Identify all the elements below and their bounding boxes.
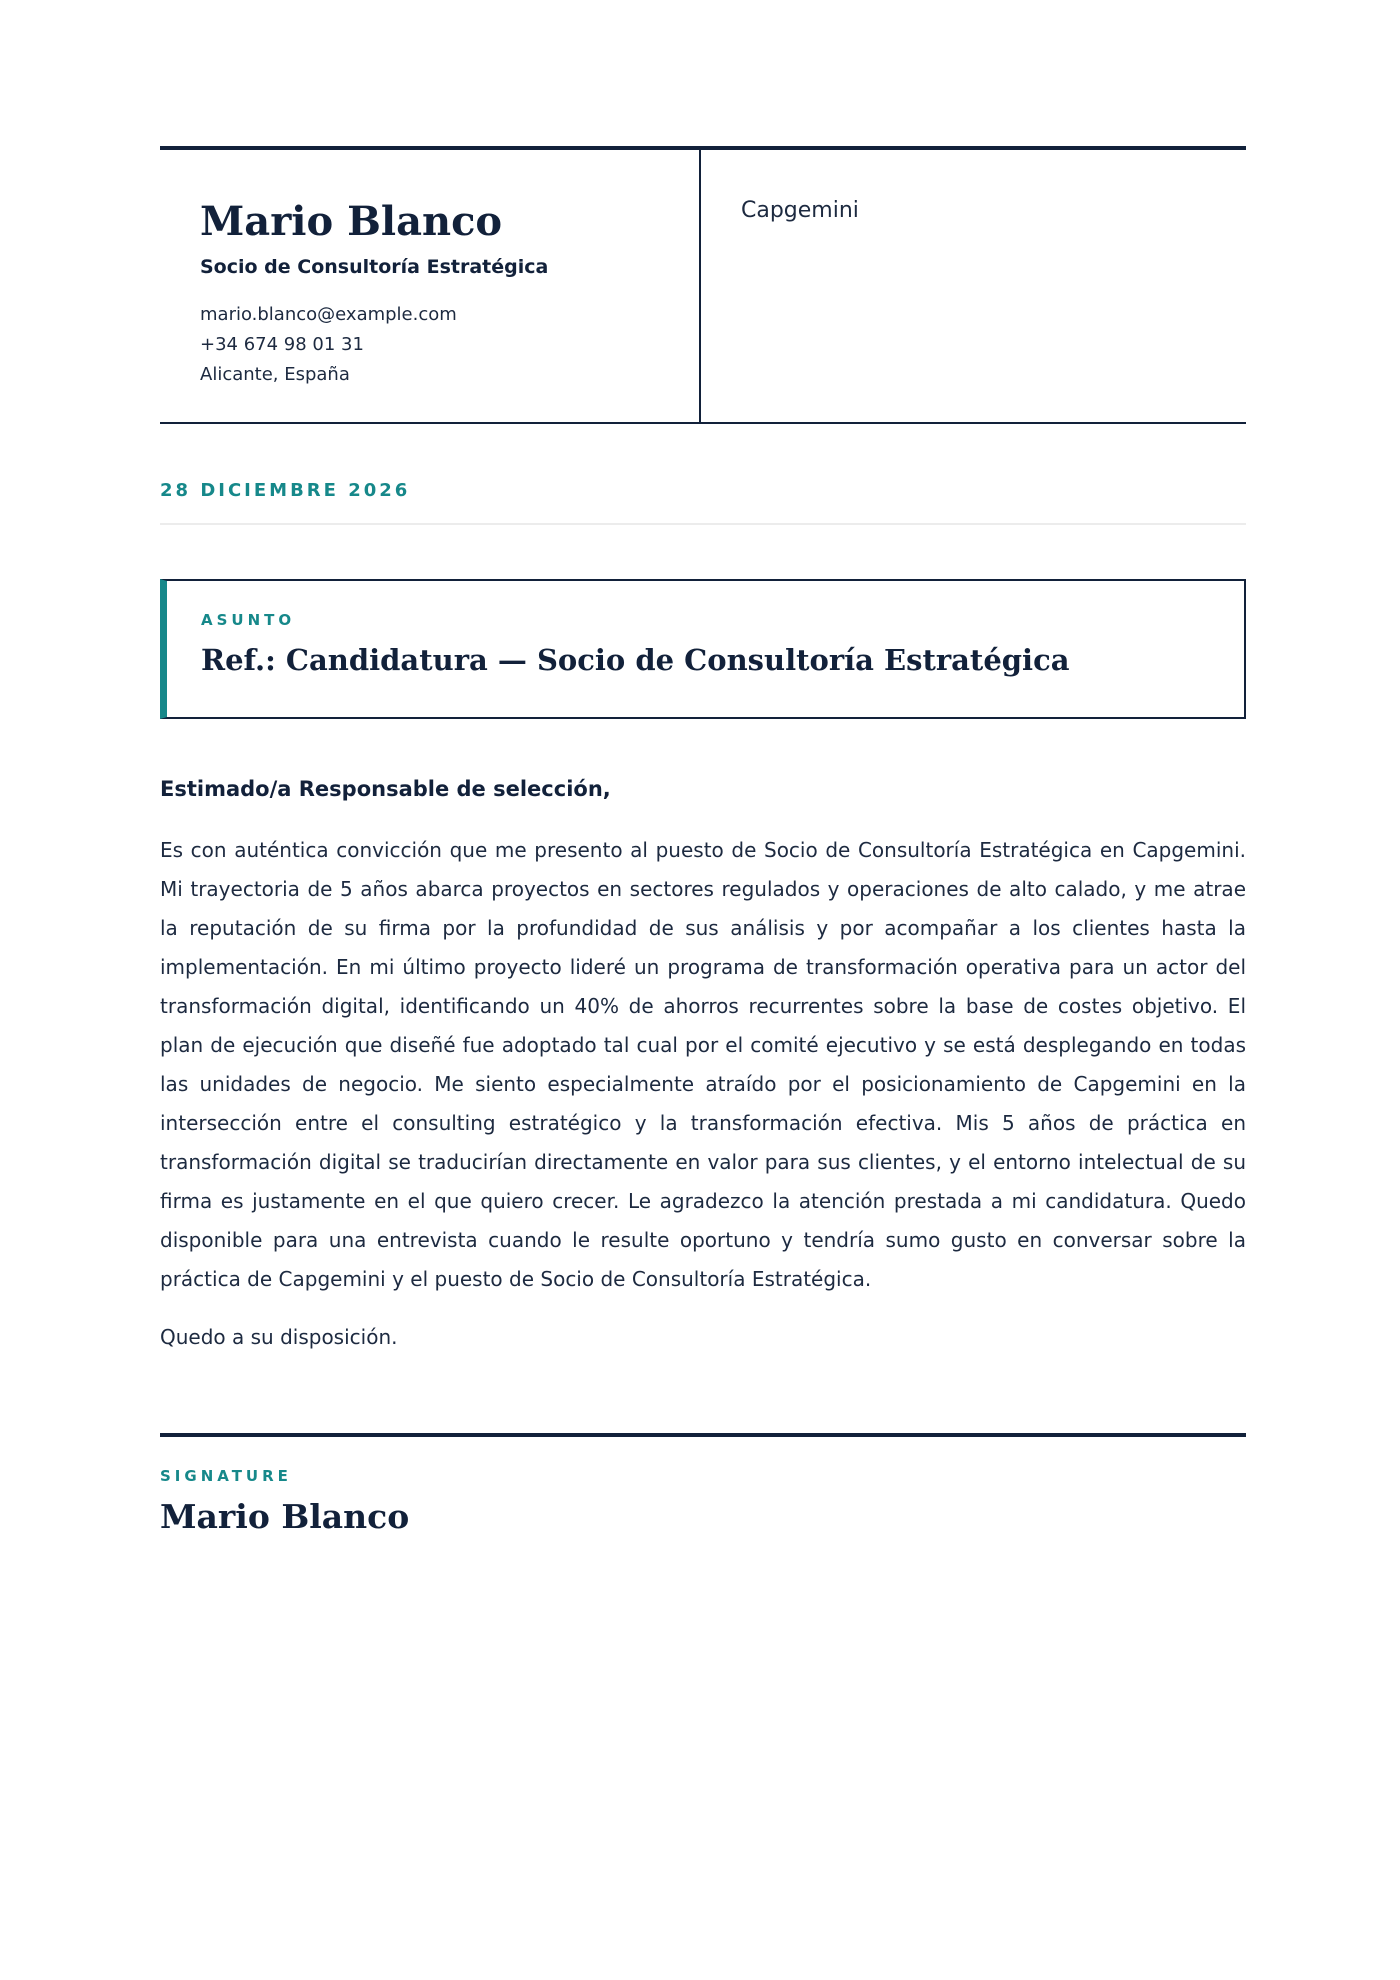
sender-location: Alicante, España: [200, 364, 350, 385]
sender-phone[interactable]: +34 674 98 01 31: [200, 334, 364, 355]
sender-contact: [200, 300, 699, 390]
signature-label: SIGNATURE: [160, 1467, 292, 1485]
subject-label: ASUNTO: [201, 611, 296, 629]
subject-text: Ref.: Candidatura — Socio de Consultoría Estratégica: [201, 643, 1070, 677]
subject-box: [160, 579, 1246, 719]
letter-header: [160, 146, 1246, 424]
sender-role: Socio de Consultoría Estratégica: [200, 256, 549, 278]
cover-letter-page: [160, 146, 1246, 1536]
signature-block: [160, 1433, 1246, 1536]
signature-name: Mario Blanco: [160, 1497, 410, 1536]
recipient-block: [701, 150, 1246, 422]
letter-body: Es con auténtica convicción que me presento al puesto de Socio de Consultoría Estratégica en Capgemini. Mi trayectoria de 5 años abarca proyectos en sectores regulados y operaciones de alto calado, y me atrae la reputación de su firma por la profundidad de sus análisis y por acompañar a los clientes hasta la implementación. En mi último proyecto lideré un programa de transformación operativa para un actor del transformación digital, identificando un 40% de ahorros recurrentes sobre la base de costes objetivo. El plan de ejecución que diseñé fue adoptado tal cual por el comité ejecutivo y se está desplegando en todas las unidades de negocio. Me siento especialmente atraído por el posicionamiento de Capgemini en la intersección entre el consulting estratégico y la transformación efectiva. Mis 5 años de práctica en transformación digital se traducirían directamente en valor para sus clientes, y el entorno intelectual de su firma es justamente en el que quiero crecer. Le agradezco la atención prestada a mi candidatura. Quedo disponible para una entrevista cuando le resulte oportuno y tendría sumo gusto en conversar sobre la práctica de Capgemini y el puesto de Socio de Consultoría Estratégica.: [160, 838, 1246, 1291]
letter-date: 28 DICIEMBRE 2026: [160, 480, 1246, 525]
sender-email[interactable]: mario.blanco@example.com: [200, 304, 457, 325]
recipient-company: Capgemini: [741, 198, 859, 223]
sender-name: Mario Blanco: [200, 198, 503, 245]
salutation: Estimado/a Responsable de selección,: [160, 777, 611, 801]
sender-block: [160, 150, 701, 422]
closing-line: Quedo a su disposición.: [160, 1325, 398, 1349]
